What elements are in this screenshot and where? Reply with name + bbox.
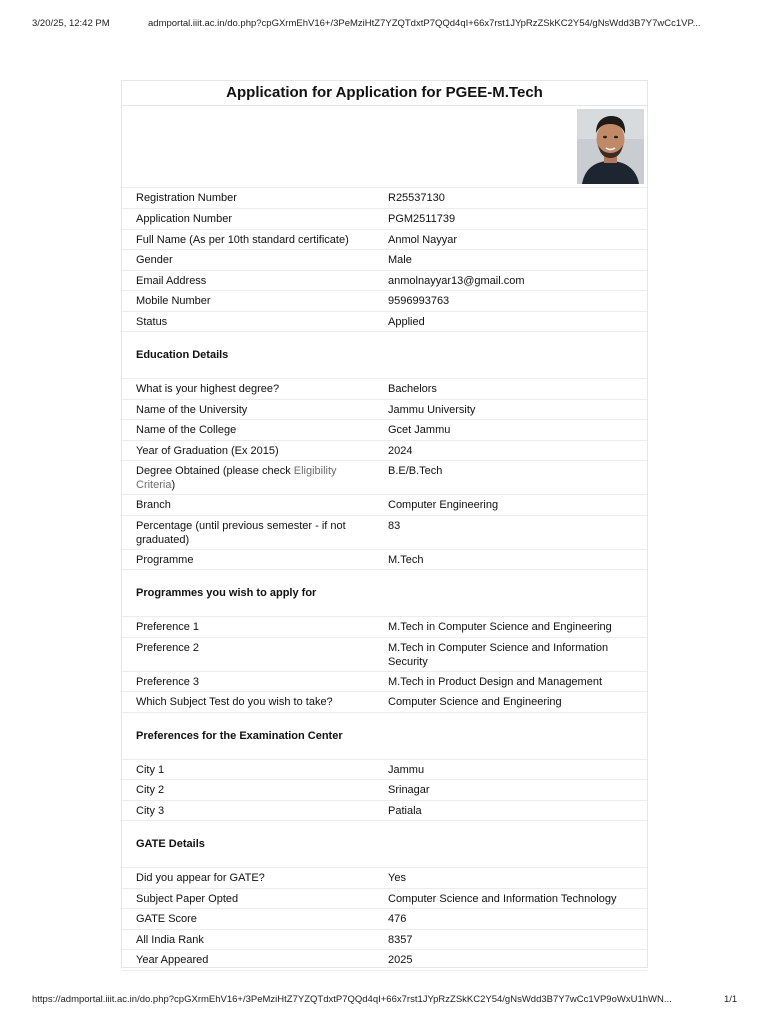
field-value: M.Tech in Computer Science and Information Security bbox=[374, 637, 647, 671]
field-label: Name of the College bbox=[122, 420, 374, 441]
field-value: R25537130 bbox=[374, 188, 647, 209]
label-text: ) bbox=[171, 479, 176, 491]
print-footer bbox=[0, 994, 768, 1008]
section-heading: Education Details bbox=[122, 332, 647, 379]
field-value: Yes bbox=[374, 868, 647, 889]
field-label: Full Name (As per 10th standard certificate) bbox=[122, 229, 374, 250]
field-label: Year Appeared bbox=[122, 950, 374, 971]
field-value: Applied bbox=[374, 311, 647, 332]
table-row bbox=[122, 800, 647, 821]
table-row bbox=[122, 311, 647, 332]
field-label: Status bbox=[122, 311, 374, 332]
application-details-table bbox=[122, 188, 647, 971]
field-label: Email Address bbox=[122, 270, 374, 291]
field-label: GATE Score bbox=[122, 909, 374, 930]
field-value: Srinagar bbox=[374, 780, 647, 801]
field-value: Bachelors bbox=[374, 379, 647, 400]
field-value: Computer Science and Information Technology bbox=[374, 888, 647, 909]
table-row bbox=[122, 637, 647, 671]
field-value: Computer Science and Engineering bbox=[374, 692, 647, 713]
field-value: M.Tech in Product Design and Management bbox=[374, 671, 647, 692]
field-label: City 3 bbox=[122, 800, 374, 821]
field-label: All India Rank bbox=[122, 929, 374, 950]
field-label: City 1 bbox=[122, 759, 374, 780]
field-label: Year of Graduation (Ex 2015) bbox=[122, 440, 374, 461]
application-card bbox=[121, 80, 648, 968]
table-row bbox=[122, 888, 647, 909]
field-value: 2024 bbox=[374, 440, 647, 461]
section-heading: Programmes you wish to apply for bbox=[122, 570, 647, 617]
page-number: 1/1 bbox=[724, 994, 738, 1005]
section-gate bbox=[122, 821, 647, 868]
section-education bbox=[122, 332, 647, 379]
table-row bbox=[122, 909, 647, 930]
field-value: Jammu bbox=[374, 759, 647, 780]
page-title: Application for Application for PGEE-M.Tech bbox=[122, 81, 647, 106]
field-label: Percentage (until previous semester - if not graduated) bbox=[122, 515, 374, 549]
applicant-photo bbox=[577, 109, 644, 184]
table-row bbox=[122, 399, 647, 420]
field-value: 2025 bbox=[374, 950, 647, 971]
table-row bbox=[122, 229, 647, 250]
field-label: Gender bbox=[122, 250, 374, 271]
section-heading: Preferences for the Examination Center bbox=[122, 712, 647, 759]
person-photo-icon bbox=[577, 109, 644, 184]
table-row bbox=[122, 549, 647, 570]
field-label: Did you appear for GATE? bbox=[122, 868, 374, 889]
field-label: Name of the University bbox=[122, 399, 374, 420]
section-programmes bbox=[122, 570, 647, 617]
table-row bbox=[122, 188, 647, 209]
table-row bbox=[122, 379, 647, 400]
field-label bbox=[122, 461, 374, 495]
table-row bbox=[122, 929, 647, 950]
table-row bbox=[122, 209, 647, 230]
field-label: Subject Paper Opted bbox=[122, 888, 374, 909]
print-datetime: 3/20/25, 12:42 PM bbox=[32, 18, 110, 29]
table-row bbox=[122, 495, 647, 516]
table-row bbox=[122, 270, 647, 291]
field-value: Anmol Nayyar bbox=[374, 229, 647, 250]
table-row bbox=[122, 950, 647, 971]
field-value: Patiala bbox=[374, 800, 647, 821]
field-label: What is your highest degree? bbox=[122, 379, 374, 400]
field-label: Preference 3 bbox=[122, 671, 374, 692]
field-value: M.Tech in Computer Science and Engineering bbox=[374, 617, 647, 638]
print-header-url: admportal.iiit.ac.in/do.php?cpGXrmEhV16+/3PeMziHtZ7YZQTdxtP7QQd4qI+66x7rst1JYpRzZSkKC2Y54/gNsWdd3B7Y7wCc1VP... bbox=[148, 18, 701, 29]
field-label: City 2 bbox=[122, 780, 374, 801]
table-row bbox=[122, 671, 647, 692]
field-value: B.E/B.Tech bbox=[374, 461, 647, 495]
table-row bbox=[122, 868, 647, 889]
photo-row bbox=[122, 106, 647, 188]
field-label: Preference 1 bbox=[122, 617, 374, 638]
field-value: Male bbox=[374, 250, 647, 271]
table-row bbox=[122, 420, 647, 441]
print-footer-url: https://admportal.iiit.ac.in/do.php?cpGXrmEhV16+/3PeMziHtZ7YZQTdxtP7QQd4qI+66x7rst1JYpRzZSkKC2Y54/gNsWdd3B7Y7wCc1VP9oWxU1hWN... bbox=[32, 994, 672, 1005]
table-row bbox=[122, 692, 647, 713]
field-value: anmolnayyar13@gmail.com bbox=[374, 270, 647, 291]
table-row bbox=[122, 291, 647, 312]
field-label: Programme bbox=[122, 549, 374, 570]
field-value: 83 bbox=[374, 515, 647, 549]
table-row bbox=[122, 461, 647, 495]
field-value: Computer Engineering bbox=[374, 495, 647, 516]
field-label: Mobile Number bbox=[122, 291, 374, 312]
field-label: Preference 2 bbox=[122, 637, 374, 671]
table-row bbox=[122, 515, 647, 549]
field-label: Which Subject Test do you wish to take? bbox=[122, 692, 374, 713]
field-value: PGM2511739 bbox=[374, 209, 647, 230]
field-label: Application Number bbox=[122, 209, 374, 230]
section-heading: GATE Details bbox=[122, 821, 647, 868]
field-label: Registration Number bbox=[122, 188, 374, 209]
field-value: Jammu University bbox=[374, 399, 647, 420]
table-row bbox=[122, 780, 647, 801]
field-value: 9596993763 bbox=[374, 291, 647, 312]
label-text: Degree Obtained (please check bbox=[136, 465, 294, 477]
field-value: Gcet Jammu bbox=[374, 420, 647, 441]
eligibility-criteria-link[interactable]: Eligibility Criteria bbox=[136, 465, 337, 491]
section-exam-center bbox=[122, 712, 647, 759]
table-row bbox=[122, 250, 647, 271]
table-row bbox=[122, 440, 647, 461]
field-value: 476 bbox=[374, 909, 647, 930]
print-header bbox=[0, 18, 768, 32]
table-row bbox=[122, 759, 647, 780]
field-value: 8357 bbox=[374, 929, 647, 950]
table-row bbox=[122, 617, 647, 638]
field-label: Branch bbox=[122, 495, 374, 516]
field-value: M.Tech bbox=[374, 549, 647, 570]
